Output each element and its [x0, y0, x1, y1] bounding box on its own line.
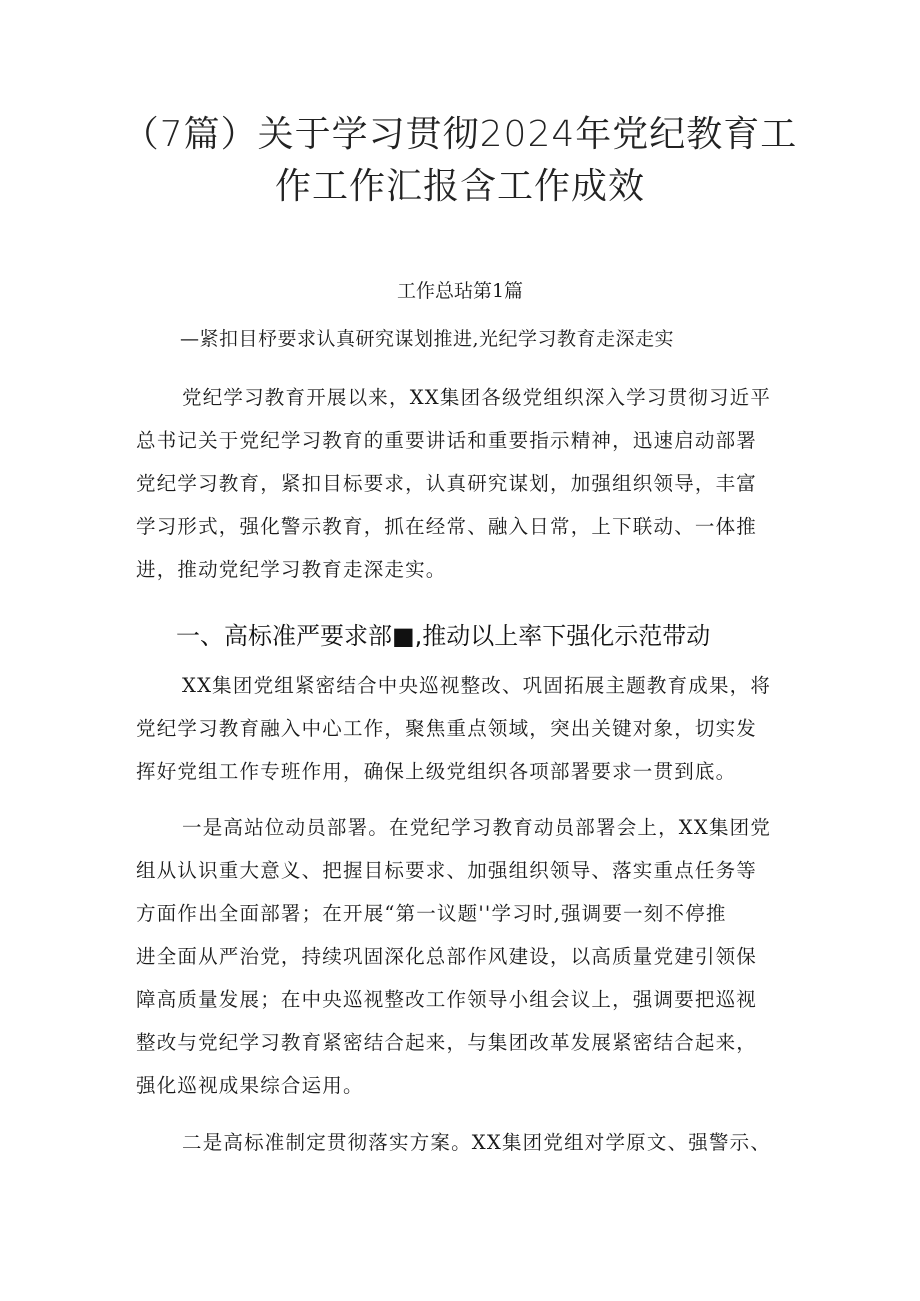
- paragraph-2-line: XX集团党组紧密结合中央巡视整改、巩固拓展主题教育成果，将: [182, 674, 772, 697]
- paragraph-1-line: 总书记关于党纪学习教育的重要讲话和重要指示精神，迅速启动部署: [136, 429, 758, 452]
- paragraph-4-line: 二是高标准制定贯彻落实方案。XX集团党组对学原文、强警示、: [182, 1131, 772, 1154]
- paragraph-2-line: 挥好党组工作专班作用，确保上级党组织各项部署要求一贯到底。: [136, 760, 737, 783]
- document-title-line-1: （7篇）关于学习贯彻2024年党纪教育工: [122, 114, 798, 155]
- section-heading-1: 一、高标准严要求部■,推动以上率下强化示范带动: [176, 622, 711, 650]
- paragraph-3-line: 进全面从严治党，持续巩固深化总部作风建设，以高质量党建引领保: [136, 945, 758, 968]
- section-label: 工作总玷第1篇: [396, 280, 524, 302]
- paragraph-3-line: 组从认识重大意义、把握目标要求、加强组织领导、落实重点任务等: [136, 859, 758, 882]
- paragraph-3-line: 一是高站位动员部署。在党纪学习教育动员部署会上，XX集团党: [182, 816, 772, 839]
- paragraph-3-line: 强化巡视成果综合运用。: [136, 1074, 364, 1097]
- section-subtitle: —紧扣目杼要求认真研究谋划推进,光纪学习教育走深走实: [180, 328, 675, 350]
- paragraph-3-line: 整改与党纪学习教育紧密结合起来，与集团改革发展紧密结合起来，: [136, 1031, 758, 1054]
- paragraph-3-line: 方面作出全面部署；在开展“第一议题''学习时,强调要一刻不停推: [136, 902, 727, 925]
- paragraph-1-line: 进，推动党纪学习教育走深走实。: [136, 558, 447, 581]
- document-title-line-2: 作工作汇报含工作成效: [274, 166, 645, 207]
- paragraph-1-line: 学习形式，强化警示教育，抓在经常、融入日常，上下联动、一体推: [136, 515, 758, 538]
- paragraph-2-line: 党纪学习教育融入中心工作，聚焦重点领域，突出关键对象，切实发: [136, 717, 758, 740]
- paragraph-3-line: 障高质量发展；在中央巡视整改工作领导小组会议上，强调要把巡视: [136, 988, 758, 1011]
- paragraph-1-line: 党纪学习教育开展以来，XX集团各级党组织深入学习贯彻习近平: [182, 386, 772, 409]
- paragraph-1-line: 党纪学习教育，紧扣目标要求，认真研究谋划，加强组织领导，丰富: [136, 472, 758, 495]
